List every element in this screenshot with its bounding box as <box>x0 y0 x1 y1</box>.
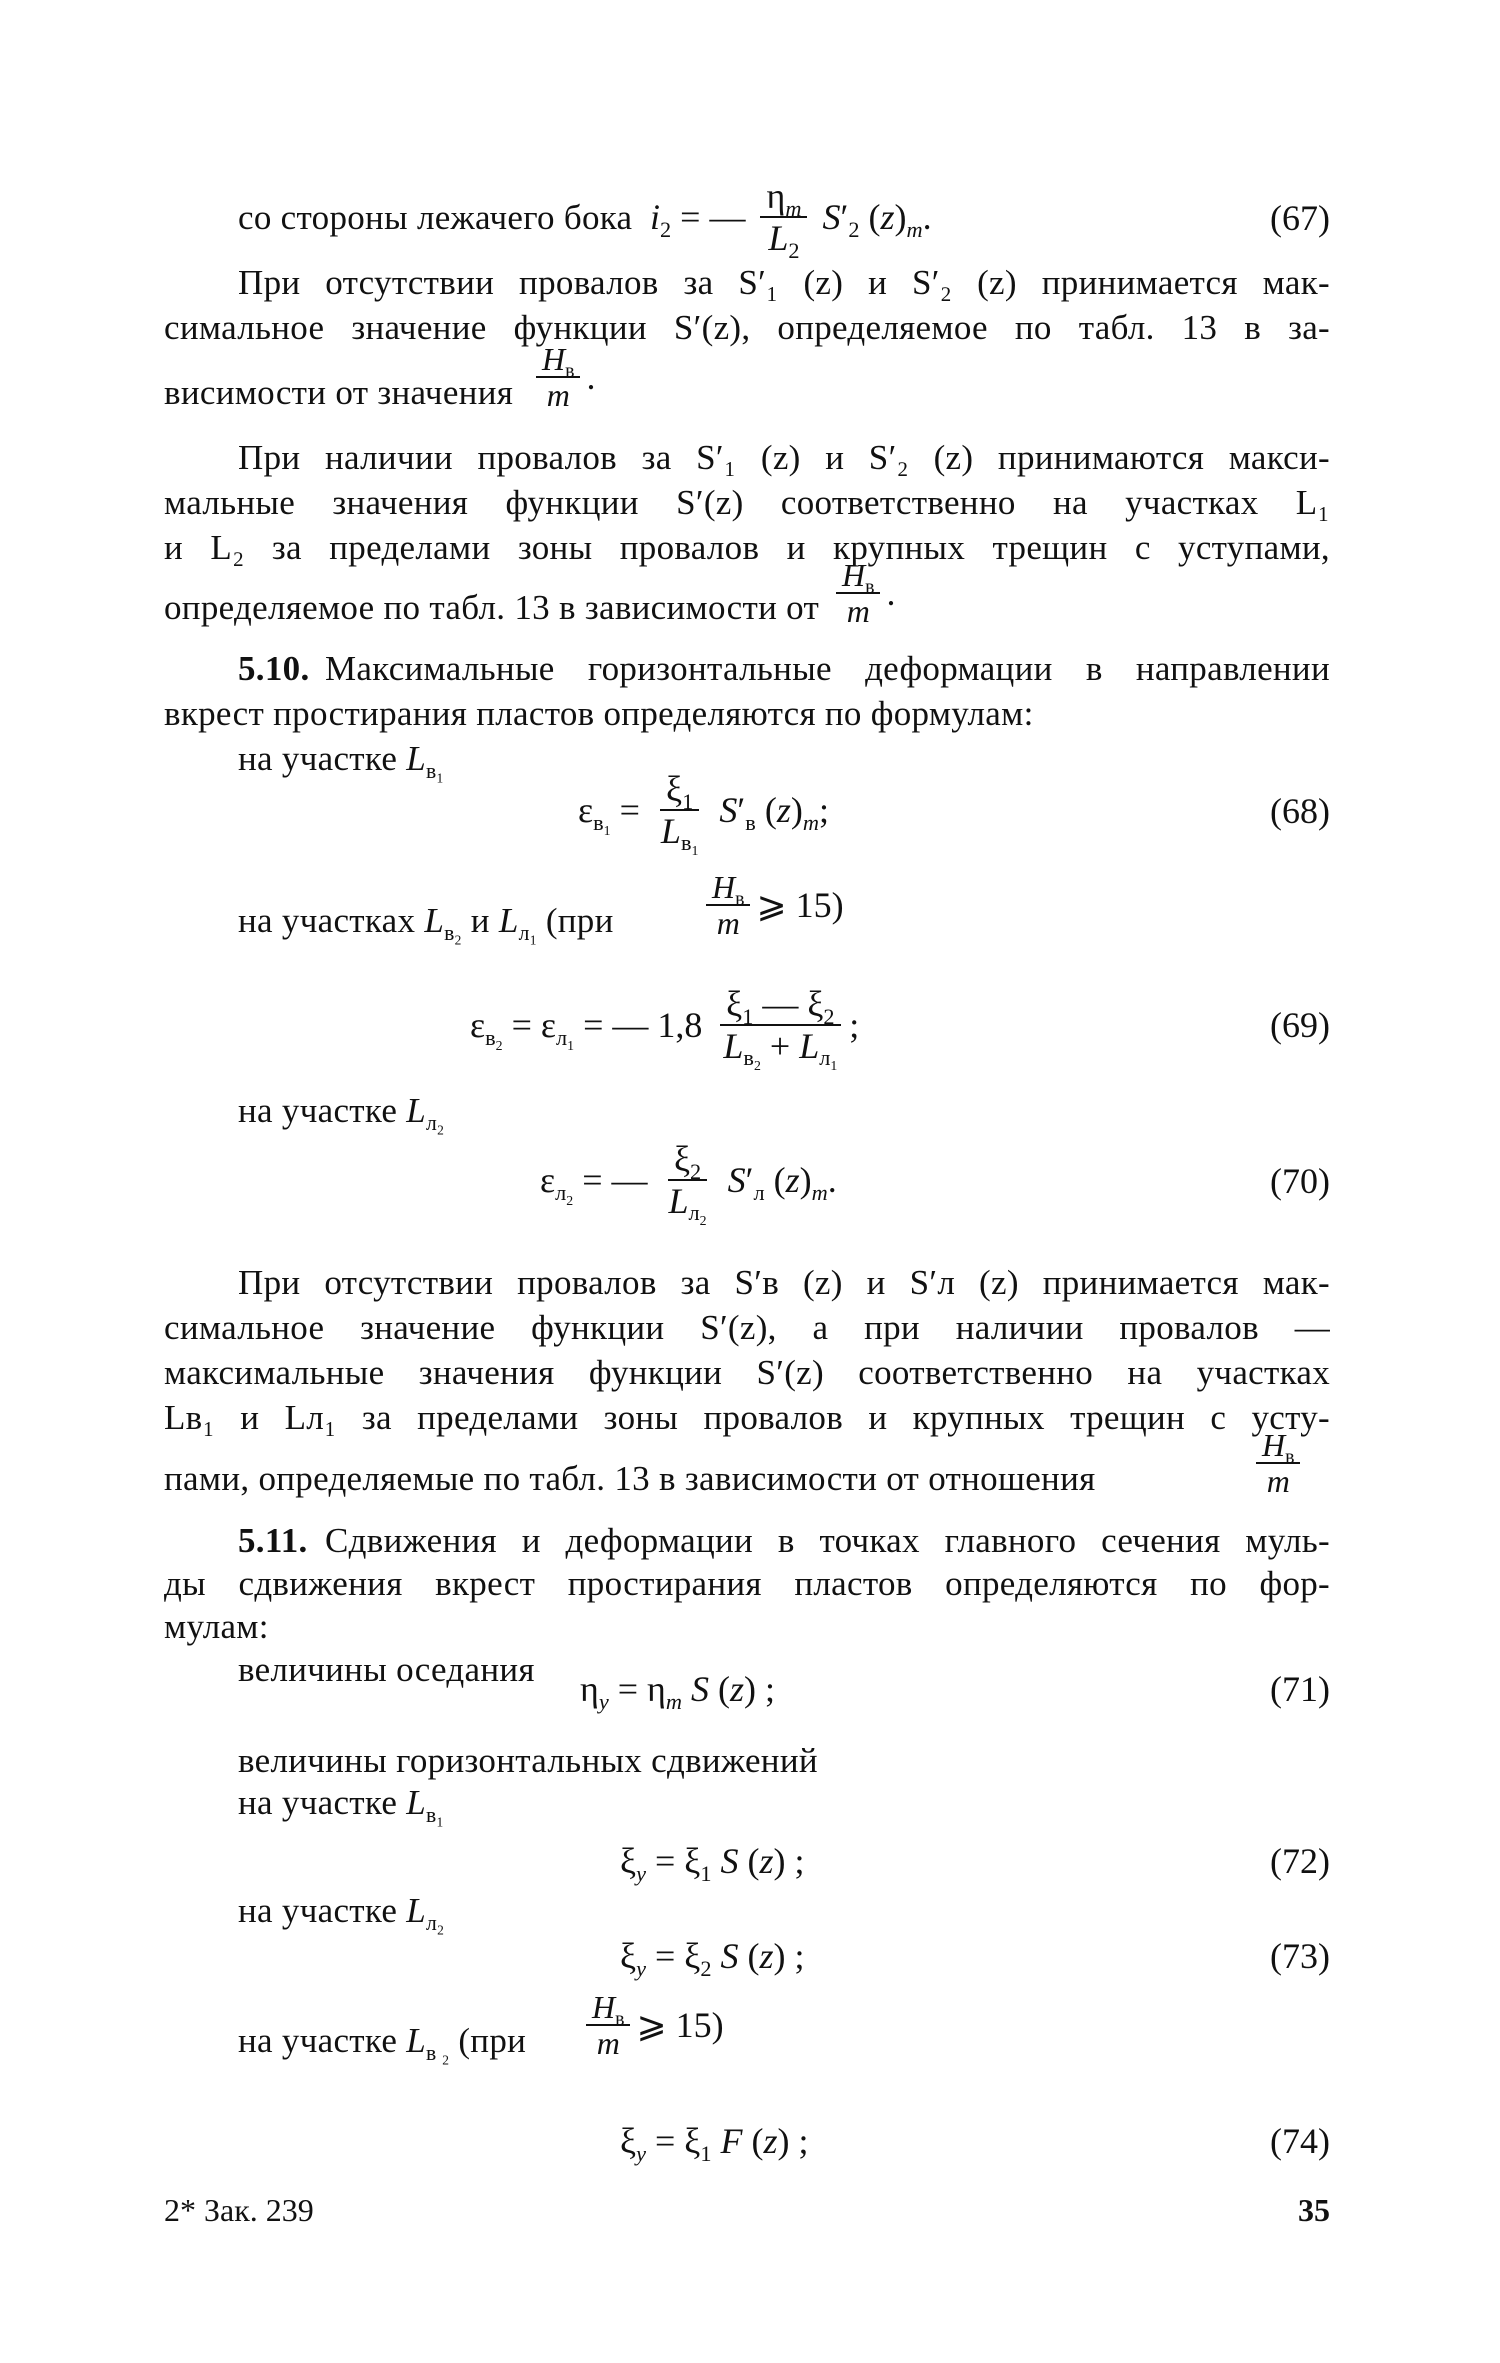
section-5-10-number: 5.10. <box>238 649 310 688</box>
section-5-11-line-5: величины горизонтальных сдвижений <box>238 1741 818 1780</box>
paragraph-1-line-1: При отсутствии провалов за S′₁ (z) и S′₂ (z) принимается мак- <box>238 263 1330 302</box>
section-5-10-line-4: на участках $L_{в_2}$ и $L_{л_1}$ (при <box>238 901 614 948</box>
section-5-10-line-5: на участке $L_{л_2}$ <box>238 1091 445 1138</box>
paragraph-3-line-2: симальное значение функции S′(z), а при наличии провалов — <box>164 1308 1330 1347</box>
paragraph-2-line-2: мальные значения функции S′(z) соответственно на участках L₁ <box>164 483 1330 522</box>
paragraph-3-line-4: Lв₁ и Lл₁ за пределами зоны провалов и крупных трещин с усту- <box>164 1398 1330 1437</box>
equation-68: $\varepsilon_{в_1}$ = $\frac{\xi_1}{L_{в_1}}$ $S'_в$ $(z)_m$; <box>578 768 829 859</box>
section-5-11-line-1: Сдвижения и деформации в точках главного сечения муль- <box>325 1521 1330 1560</box>
equation-72: $\xi_y = \xi_1$ S (z) ; <box>620 1841 805 1886</box>
section-5-11-line-7: на участке $L_{л_2}$ <box>238 1891 445 1938</box>
section-5-11-number: 5.11. <box>238 1521 308 1560</box>
section-5-10-line-3: на участке $L_{в_1}$ <box>238 739 444 786</box>
paragraph-1-line-3: висимости от значения <box>164 373 514 412</box>
paragraph-3-line-5: пами, определяемые по табл. 13 в зависимости от отношения <box>164 1459 1096 1498</box>
page-number: 35 <box>1298 2192 1330 2228</box>
paragraph-1-line-2: симальное значение функции S′(z), определяемое по табл. 13 в за- <box>164 308 1330 347</box>
equation-number-71: (71) <box>1270 1669 1330 1709</box>
equation-number-67: (67) <box>1270 198 1330 238</box>
condition-hv-over-m-15-b: $\frac{H_в}{m}$ ⩾ 15) <box>580 1990 724 2060</box>
paragraph-3-line-1: При отсутствии провалов за S′в (z) и S′л (z) принимается мак- <box>238 1263 1330 1302</box>
equation-number-69: (69) <box>1270 1005 1330 1045</box>
intro-text: со стороны лежачего бока <box>238 198 633 237</box>
equation-71: $\eta_y = \eta_m$ S (z) ; <box>580 1669 776 1714</box>
section-5-11-line-4: величины оседания <box>238 1650 535 1689</box>
fraction-hv-over-m-1: $\frac{H_в}{m}$ . <box>530 342 595 412</box>
section-5-11-line-8: на участке $L_{в _2}$ (при <box>238 2021 527 2068</box>
section-5-10-line-1: Максимальные горизонтальные деформации в направлении <box>325 649 1330 688</box>
equation-69: $\varepsilon_{в_2} = \varepsilon_{л_1}$ = — 1,8 $\frac{\xi_1 — \xi_2}{L_{в_2} + L_{л_1}}$ ; <box>470 983 860 1074</box>
equation-74: $\xi_y = \xi_1$ F (z) ; <box>620 2121 809 2166</box>
equation-number-73: (73) <box>1270 1936 1330 1976</box>
section-5-11-line-2: ды сдвижения вкрест простирания пластов определяются по фор- <box>164 1564 1330 1603</box>
equation-number-70: (70) <box>1270 1161 1330 1201</box>
section-5-11-line-6: на участке $L_{в_1}$ <box>238 1783 444 1830</box>
paragraph-3-line-3: максимальные значения функции S′(z) соответственно на участках <box>164 1353 1330 1392</box>
paragraph-2-line-3: и L₂ за пределами зоны провалов и крупных трещин с уступами, <box>164 528 1330 567</box>
fraction-hv-over-m-3: $\frac{H_в}{m}$ <box>1250 1428 1306 1498</box>
equation-number-74: (74) <box>1270 2121 1330 2161</box>
footer-order-number: 2* Зак. 239 <box>164 2192 314 2228</box>
fraction-hv-over-m-2: $\frac{H_в}{m}$ . <box>830 558 895 628</box>
paragraph-2-line-1: При наличии провалов за S′₁ (z) и S′₂ (z) принимаются макси- <box>238 438 1330 477</box>
condition-hv-over-m-15: $\frac{H_в}{m}$ ⩾ 15) <box>700 870 844 940</box>
section-5-11-line-3: мулам: <box>164 1607 269 1646</box>
equation-number-68: (68) <box>1270 791 1330 831</box>
section-5-10-line-2: вкрест простирания пластов определяются по формулам: <box>164 694 1034 733</box>
equation-70: $\varepsilon_{л_2}$ = — $\frac{\xi_2}{L_{л_2}}$ $S'_л$ $(z)_m$. <box>540 1138 837 1229</box>
equation-67: $i_2$ = — $\frac{\eta_m}{L_2}$ $S'_2$ $(z)_m$. <box>650 176 932 263</box>
equation-73: $\xi_y = \xi_2$ S (z) ; <box>620 1936 805 1981</box>
paragraph-2-line-4: определяемое по табл. 13 в зависимости от <box>164 588 820 627</box>
equation-number-72: (72) <box>1270 1841 1330 1881</box>
